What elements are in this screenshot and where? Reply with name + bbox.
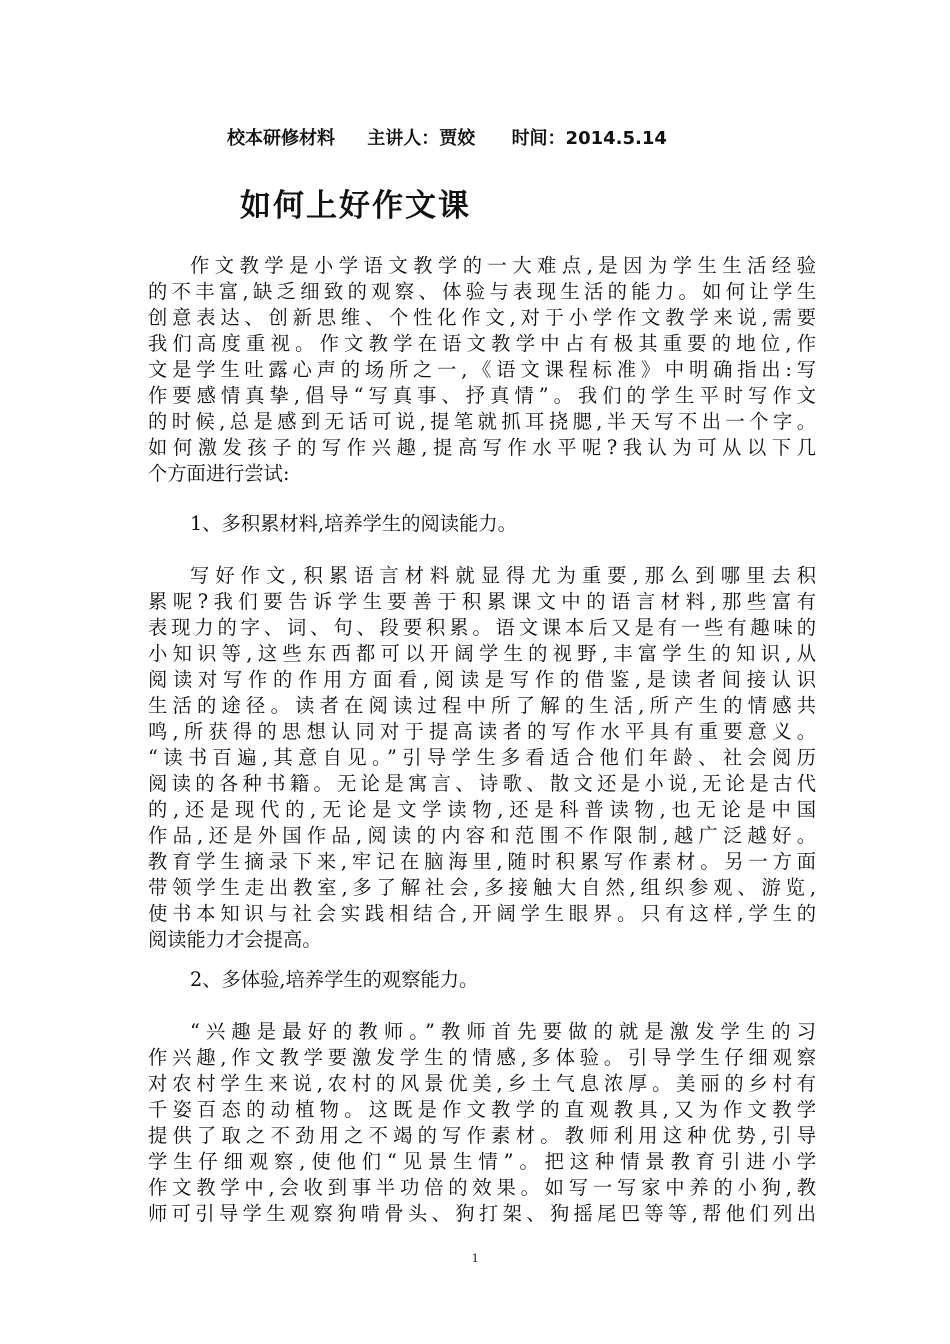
speaker-label: 主讲人：贾姣 bbox=[367, 128, 476, 149]
paragraph-line: 师可引导学生观察狗啃骨头、狗打架、狗摇尾巴等等,帮他们列出 bbox=[148, 1202, 816, 1225]
paragraph-line: “读书百遍,其意自见。”引导学生多看适合他们年龄、社会阅历 bbox=[148, 746, 816, 769]
document-header bbox=[227, 124, 667, 152]
paragraph-line: 鸣,所获得的思想认同对于提高读者的写作水平具有重要意义。 bbox=[148, 720, 816, 743]
paragraph-line: 的,还是现代的,无论是文学读物,还是科普读物,也无论是中国 bbox=[148, 798, 816, 821]
paragraph-line: 使书本知识与社会实践相结合,开阔学生眼界。只有这样,学生的 bbox=[148, 902, 816, 925]
paragraph-line: 作要感情真挚,倡导“写真事、抒真情”。我们的学生平时写作文 bbox=[148, 384, 816, 407]
paragraph-line: 生活的途径。读者在阅读过程中所了解的生活,所产生的情感共 bbox=[148, 694, 816, 717]
section-heading: 2、多体验,培养学生的观察能力。 bbox=[190, 968, 479, 991]
paragraph-line: 创意表达、创新思维、个性化作文,对于小学作文教学来说,需要 bbox=[148, 306, 816, 329]
paragraph-line: 我们高度重视。作文教学在语文教学中占有极其重要的地位,作 bbox=[148, 332, 816, 355]
paragraph-line: 作品,还是外国作品,阅读的内容和范围不作限制,越广泛越好。 bbox=[148, 824, 816, 847]
paragraph-line: 提供了取之不劲用之不竭的写作素材。教师利用这种优势,引导 bbox=[148, 1124, 816, 1147]
paragraph-line: 作文教学是小学语文教学的一大难点,是因为学生生活经验 bbox=[190, 254, 816, 277]
paragraph-line: 小知识等,这些东西都可以开阔学生的视野,丰富学生的知识,从 bbox=[148, 642, 816, 665]
paragraph-line: “兴趣是最好的教师。”教师首先要做的就是激发学生的习 bbox=[190, 1020, 816, 1043]
paragraph-line: 阅读的各种书籍。无论是寓言、诗歌、散文还是小说,无论是古代 bbox=[148, 772, 816, 795]
school-material-label: 校本研修材料 bbox=[227, 128, 335, 149]
paragraph-line: 个方面进行尝试: bbox=[148, 462, 290, 485]
paragraph-line: 累呢?我们要告诉学生要善于积累课文中的语言材料,那些富有 bbox=[148, 590, 816, 613]
paragraph-line: 对农村学生来说,农村的风景优美,乡土气息浓厚。美丽的乡村有 bbox=[148, 1072, 816, 1095]
paragraph-line: 表现力的字、词、句、段要积累。语文课本后又是有一些有趣味的 bbox=[148, 616, 816, 639]
paragraph-line: 的时候,总是感到无话可说,提笔就抓耳挠腮,半天写不出一个字。 bbox=[148, 410, 816, 433]
paragraph-line: 如何激发孩子的写作兴趣,提高写作水平呢?我认为可从以下几 bbox=[148, 436, 816, 459]
paragraph-line: 阅读能力才会提高。 bbox=[148, 928, 322, 951]
time-label: 时间：2014.5.14 bbox=[511, 128, 667, 149]
document-title: 如何上好作文课 bbox=[240, 188, 471, 224]
paragraph-line: 作文教学中,会收到事半功倍的效果。如写一写家中养的小狗,教 bbox=[148, 1176, 816, 1199]
paragraph-line: 带领学生走出教室,多了解社会,多接触大自然,组织参观、游览, bbox=[148, 876, 816, 899]
paragraph-line: 学生仔细观察,使他们“见景生情”。把这种情景教育引进小学 bbox=[148, 1150, 816, 1173]
page-number: 1 bbox=[471, 1250, 479, 1265]
paragraph-line: 阅读对写作的作用方面看,阅读是写作的借鉴,是读者间接认识 bbox=[148, 668, 816, 691]
paragraph-line: 的不丰富,缺乏细致的观察、体验与表现生活的能力。如何让学生 bbox=[148, 280, 816, 303]
section-heading: 1、多积累材料,培养学生的阅读能力。 bbox=[190, 512, 517, 535]
paragraph-line: 作兴趣,作文教学要激发学生的情感,多体验。引导学生仔细观察 bbox=[148, 1046, 816, 1069]
paragraph-line: 写好作文,积累语言材料就显得尤为重要,那么到哪里去积 bbox=[190, 564, 816, 587]
paragraph-line: 千姿百态的动植物。这既是作文教学的直观教具,又为作文教学 bbox=[148, 1098, 816, 1121]
paragraph-line: 文是学生吐露心声的场所之一,《语文课程标准》中明确指出:写 bbox=[148, 358, 816, 381]
paragraph-line: 教育学生摘录下来,牢记在脑海里,随时积累写作素材。另一方面 bbox=[148, 850, 816, 873]
